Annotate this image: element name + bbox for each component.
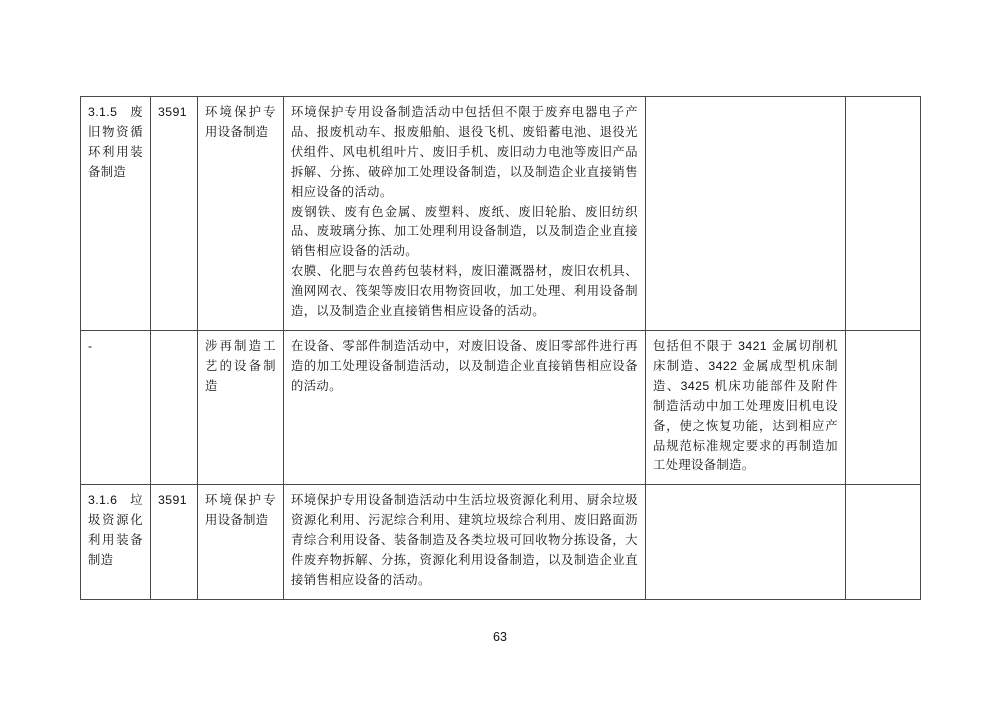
category-text: 环境保护专用设备制造 xyxy=(205,105,276,139)
row-description xyxy=(284,330,646,484)
description-paragraph: 农膜、化肥与农兽药包装材料，废旧灌溉器材，废旧农机具、渔网网衣、筏架等废旧农用物资回收，加工处理、利用设备制造，以及制造企业直接销售相应设备的活动。 xyxy=(291,264,638,319)
row-notes xyxy=(646,97,846,331)
row-category xyxy=(198,485,284,600)
description-paragraph: 环境保护专用设备制造活动中包括但不限于废弃电器电子产品、报废机动车、报废船舶、退役飞机、废铅蓄电池、退役光伏组件、风电机组叶片、废旧手机、废旧动力电池等废旧产品拆解、分拣、破碎加工处理设备制造，以及制造企业直接销售相应设备的活动。 xyxy=(291,105,638,199)
row-industry-code xyxy=(151,485,198,600)
catalog-table xyxy=(80,96,921,600)
row-notes xyxy=(646,485,846,600)
code-label-text: 3.1.5 废旧物资循环利用装备制造 xyxy=(88,105,143,179)
code-label-text: - xyxy=(88,338,93,353)
page-number: 63 xyxy=(493,630,507,644)
industry-code-text: 3591 xyxy=(158,493,187,508)
category-text: 环境保护专用设备制造 xyxy=(205,493,276,528)
row-industry-code xyxy=(151,97,198,331)
row-category xyxy=(198,97,284,331)
row-extra xyxy=(846,97,921,331)
row-industry-code xyxy=(151,330,198,484)
description-paragraph: 在设备、零部件制造活动中，对废旧设备、废旧零部件进行再造的加工处理设备制造活动，以及制造企业直接销售相应设备的活动。 xyxy=(291,338,638,393)
notes-text: 包括但不限于 3421 金属切削机床制造、3422 金属成型机床制造、3425 机床功能部件及附件制造活动中加工处理废旧机电设备，使之恢复功能，达到相应产品规范标准规定要求的再制造加工处理设备制造。 xyxy=(653,338,838,473)
table-row xyxy=(81,330,921,484)
table-row xyxy=(81,485,921,600)
row-code-label xyxy=(81,485,151,600)
row-extra xyxy=(846,330,921,484)
row-code-label xyxy=(81,330,151,484)
table-row xyxy=(81,97,921,331)
row-extra xyxy=(846,485,921,600)
row-description xyxy=(284,97,646,331)
row-description xyxy=(284,485,646,600)
row-notes xyxy=(646,330,846,484)
industry-code-text: 3591 xyxy=(158,105,187,119)
row-category xyxy=(198,330,284,484)
code-label-text: 3.1.6 垃圾资源化利用装备制造 xyxy=(88,493,143,568)
description-paragraph: 废钢铁、废有色金属、废塑料、废纸、废旧轮胎、废旧纺织品、废玻璃分拣、加工处理利用设备制造，以及制造企业直接销售相应设备的活动。 xyxy=(291,204,638,259)
row-code-label xyxy=(81,97,151,331)
category-text: 涉再制造工艺的设备制造 xyxy=(205,338,276,393)
description-paragraph: 环境保护专用设备制造活动中生活垃圾资源化利用、厨余垃圾资源化利用、污泥综合利用、建筑垃圾综合利用、废旧路面沥青综合利用设备、装备制造及各类垃圾可回收物分拣设备，大件废弃物拆解、分拣，资源化利用设备制造，以及制造企业直接销售相应设备的活动。 xyxy=(291,493,638,587)
